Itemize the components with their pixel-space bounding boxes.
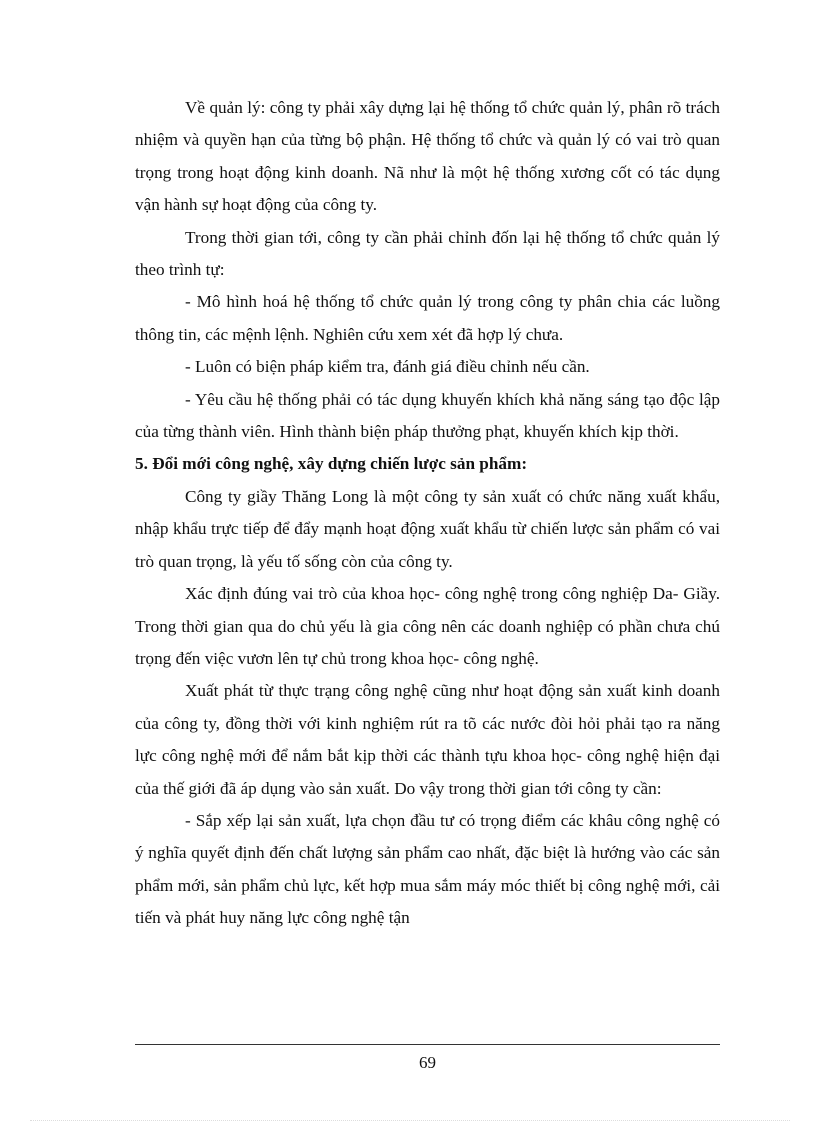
page-bottom-border — [30, 1120, 790, 1121]
bullet-inspection: - Luôn có biện pháp kiểm tra, đánh giá điều chỉnh nếu cần. — [185, 357, 590, 377]
bullet-encourage-creativity: - Yêu cầu hệ thống phải có tác dụng khuyến khích khả năng sáng tạo độc lập của từng thành viên. Hình thành biện pháp thưởng phạt, khuyến khích kịp thời. — [135, 389, 720, 442]
section-heading: 5. Đổi mới công nghệ, xây dựng chiến lược sản phẩm: — [135, 454, 528, 474]
bullet-rearrange-production: - Sắp xếp lại sản xuất, lựa chọn đầu tư có trọng điểm các khâu công nghệ có ý nghĩa quyết định đến chất lượng sản phẩm cao nhất, đặc biệt là hướng vào các sản phẩm mới, sản phẩm chủ lực, kết hợp mua sắm máy móc thiết bị công nghệ mới, cải tiến và phát huy năng lực công nghệ tận — [135, 810, 720, 928]
paragraph-reorganize: Trong thời gian tới, công ty cần phải chỉnh đốn lại hệ thống tổ chức quản lý theo trình tự: — [135, 227, 720, 280]
bullet-model-organization: - Mô hình hoá hệ thống tổ chức quản lý trong công ty phân chia các luồng thông tin, các mệnh lệnh. Nghiên cứu xem xét đã hợp lý chưa. — [135, 292, 720, 344]
paragraph-management: Về quản lý: công ty phải xây dựng lại hệ thống tổ chức quản lý, phân rõ trách nhiệm và quyền hạn của từng bộ phận. Hệ thống tổ chức và quản lý có vai trò quan trọng trong hoạt động kinh doanh. Nã như là một hệ thống xương cốt có tác dụng vận hành sự hoạt động của công ty. — [135, 98, 720, 215]
paragraph-science-role: Xác định đúng vai trò của khoa học- công nghệ trong công nghiệp Da- Giầy. Trong thời gian qua do chủ yếu là gia công nên các doanh nghiệp có phần chưa chú trọng đến việc vươn lên tự chủ trong khoa học- công nghệ. — [135, 584, 720, 668]
page-number: 69 — [419, 1053, 436, 1072]
footer-divider — [135, 1044, 720, 1045]
paragraph-company-intro: Công ty giầy Thăng Long là một công ty sản xuất có chức năng xuất khẩu, nhập khẩu trực tiếp để đẩy mạnh hoạt động xuất khẩu từ chiến lược sản phẩm có vai trò quan trọng, là yếu tố sống còn của công ty. — [135, 486, 720, 571]
paragraph-starting-point: Xuất phát từ thực trạng công nghệ cũng như hoạt động sản xuất kinh doanh của công ty, đồng thời với kinh nghiệm rút ra tõ các nước đòi hỏi phải tạo ra năng lực công nghệ mới để nắm bắt kịp thời các thành tựu khoa học- công nghệ hiện đại của thế giới đã áp dụng vào sản xuất. Do vậy trong thời gian tới công ty cần: — [135, 681, 720, 798]
document-body — [135, 92, 720, 935]
